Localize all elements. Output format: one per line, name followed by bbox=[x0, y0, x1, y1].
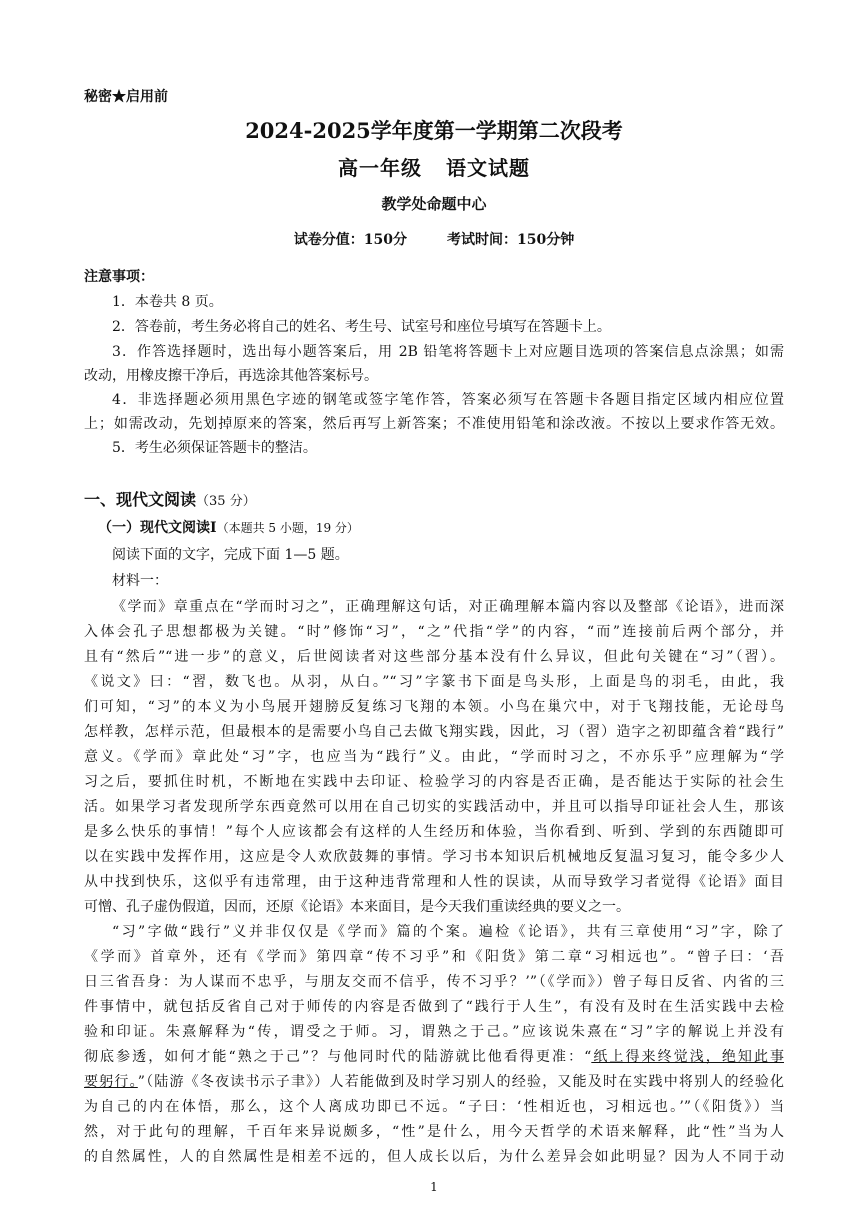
body-line: 从中找到快乐，这似乎有违常理，由于这种违背常理和人性的误读，从而导致学习者觉得《论语》面目 bbox=[84, 874, 784, 890]
underlined-quote: 纸上得来终觉浅，绝知此事 bbox=[591, 1049, 784, 1065]
notice-item: 4．非选择题必须用黑色字迹的钢笔或签字笔作答，答案必须写在答题卡各题目指定区域内相应位置 bbox=[112, 392, 784, 408]
body-line: 验和印证。朱熹解释为“传，谓受之于师。习，谓熟之于己。”应该说朱熹在“习”字的解说上并没有 bbox=[84, 1024, 784, 1040]
section-heading bbox=[84, 487, 256, 510]
notice-heading: 注意事项： bbox=[84, 269, 154, 285]
body-line: 《学而》首章外，还有《学而》第四章“传不习乎”和《阳货》第二章“习相远也”。“曾子曰：‘吾 bbox=[84, 949, 784, 965]
section-title: 一、现代文阅读 bbox=[84, 490, 197, 509]
body-line: 为自己的内在体悟，那么，这个人离成功即已不远。“子曰：‘性相近也，习相远也。’”（《阳货》）当 bbox=[84, 1099, 784, 1115]
body-line: 《说文》曰：“習，数飞也。从羽，从白。”“习”字篆书下面是鸟头形，上面是鸟的羽毛，由此，我 bbox=[84, 674, 784, 690]
notice-item: 3．作答选择题时，选出每小题答案后，用 2B 铅笔将答题卡上对应题目选项的答案信息点涂黑；如需 bbox=[112, 344, 784, 360]
underlined-quote: 要躬行。 bbox=[84, 1074, 138, 1090]
time-label: 考试时间：150分钟 bbox=[447, 232, 575, 248]
body-line: 们可知，“习”的本义为小鸟展开翅膀反复练习飞翔的本领。小鸟在巢穴中，对于飞翔技能，无论母鸟 bbox=[84, 699, 784, 715]
body-line: 的自然属性，人的自然属性是相差不远的，但人成长以后，为什么差异会如此明显？因为人不同于动 bbox=[84, 1149, 784, 1165]
notice-item: 5．考生必须保证答题卡的整洁。 bbox=[112, 440, 317, 456]
body-line: 意义。《学而》章此处“习”字，也应当为“践行”义。由此，“学而时习之，不亦乐乎”应理解为“学 bbox=[84, 749, 784, 765]
score-time-line bbox=[0, 229, 868, 249]
body-line: 彻底参透，如何才能“熟之于己”？与他同时代的陆游就比他看得更准：“纸上得来终觉浅，绝知此事 bbox=[84, 1049, 784, 1065]
notice-item: 1．本卷共 8 页。 bbox=[112, 294, 223, 310]
subject-label: 语文试题 bbox=[446, 156, 530, 180]
body-line: 可憎、孔子虚伪假道，因而，还原《论语》本来面目，是今天我们重读经典的要义之一。 bbox=[84, 899, 630, 915]
score-label: 试卷分值：150分 bbox=[293, 232, 407, 248]
body-line: 以在实践中发挥作用，这应是令人欢欣鼓舞的事情。学习书本知识后机械地反复温习复习，能令多少人 bbox=[84, 849, 784, 865]
exam-subtitle bbox=[0, 152, 868, 181]
reading-instruction: 阅读下面的文字，完成下面 1—5 题。 bbox=[112, 547, 349, 563]
exam-title: 2024-2025学年度第一学期第二次段考 bbox=[245, 118, 623, 143]
subsection-title: （一）现代文阅读Ⅰ bbox=[98, 520, 217, 536]
notice-item-continued: 改动，用橡皮擦干净后，再选涂其他答案标号。 bbox=[84, 368, 378, 384]
subsection-heading bbox=[98, 517, 359, 537]
body-line: “习”字做“践行”义并非仅仅是《学而》篇的个案。遍检《论语》，共有三章使用“习”字，除了 bbox=[112, 924, 784, 940]
body-line: 是多么快乐的事情！”每个人应该都会有这样的人生经历和体验，当你看到、听到、学到的东西随即可 bbox=[84, 824, 784, 840]
grade-label: 高一年级 bbox=[338, 156, 422, 180]
body-line: 要躬行。”（陆游《冬夜读书示子聿》）人若能做到及时学习别人的经验，又能及时在实践中将别人的经验化 bbox=[84, 1074, 785, 1090]
body-line: 怎样教，怎样示范，但最根本的是需要小鸟自己去做飞翔实践，因此，习（習）造字之初即蕴含着“践行” bbox=[84, 724, 784, 740]
body-line: 且有“然后”“进一步”的意义，后世阅读者对这些部分基本没有什么异议，但此句关键在“习”（習）。 bbox=[84, 649, 784, 665]
body-line: 然，对于此句的理解，千百年来异说颇多，“性”是什么，用今天哲学的术语来解释，此“性”当为人 bbox=[84, 1124, 784, 1140]
body-line: 件事情中，就包括反省自己对于师传的内容是否做到了“践行于人生”，有没有及时在生活实践中去检 bbox=[84, 999, 784, 1015]
body-line: 活。如果学习者发现所学东西竟然可以用在自己切实的实践活动中，并且可以指导印证社会人生，那该 bbox=[84, 799, 784, 815]
body-line: 入体会孔子思想都极为关键。“时”修饰“习”，“之”代指“学”的内容，“而”连接前后两个部分，并 bbox=[84, 624, 784, 640]
page-number: 1 bbox=[430, 1180, 438, 1194]
notice-item-continued: 上；如需改动，先划掉原来的答案，然后再写上新答案；不准使用铅笔和涂改液。不按以上要求作答无效。 bbox=[84, 416, 784, 432]
material-label: 材料一： bbox=[112, 573, 168, 589]
subsection-points: （本题共 5 小题，19 分） bbox=[216, 521, 359, 535]
section-points: （35 分） bbox=[196, 494, 256, 509]
body-line: 日三省吾身：为人谋而不忠乎，与朋友交而不信乎，传不习乎？’”（《学而》）曾子每日反省、内省的三 bbox=[84, 974, 784, 990]
issuer-label: 教学处命题中心 bbox=[381, 195, 487, 213]
body-line: 《学而》章重点在“学而时习之”，正确理解这句话，对正确理解本篇内容以及整部《论语》，进而深 bbox=[112, 599, 784, 615]
confidential-label: 秘密★启用前 bbox=[84, 89, 168, 105]
body-line: 习之后，要抓住时机，不断地在实践中去印证、检验学习的内容是否正确，是否能达于实际的社会生 bbox=[84, 774, 784, 790]
notice-item: 2．答卷前，考生务必将自己的姓名、考生号、试室号和座位号填写在答题卡上。 bbox=[112, 319, 611, 335]
